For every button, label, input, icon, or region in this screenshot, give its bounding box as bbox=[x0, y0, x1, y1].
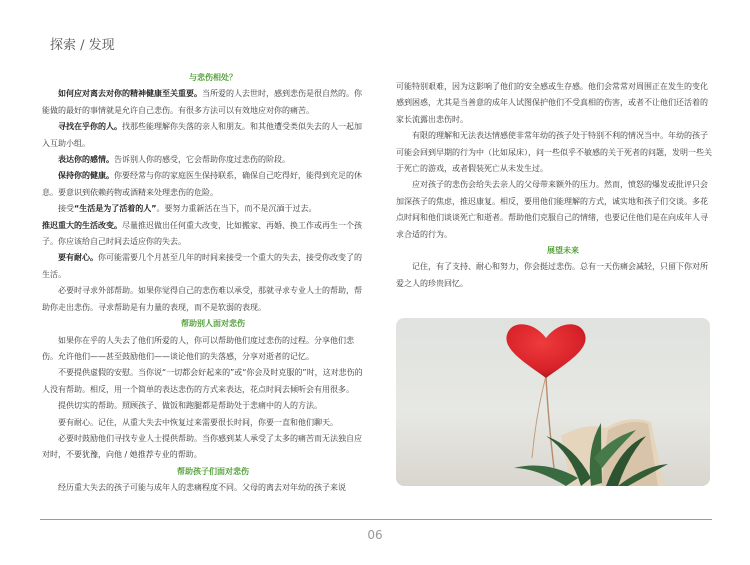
left-column bbox=[42, 70, 368, 497]
bold-lead: 如何应对离去对你的精神健康至关重要。 bbox=[58, 89, 202, 99]
paragraph-health bbox=[42, 168, 368, 201]
paragraph-no-false-comfort: 不要提供虚假的安慰。当你说“一切都会好起来的”或“你会及时克服的”时，这对悲伤的人没有帮助。相反，用一个简单的表达悲伤的方式来表达，花点时间去倾听会有用很多。 bbox=[42, 368, 363, 394]
paragraph-remember: 记住，有了支持、耐心和努力，你会挺过悲伤。总有一天伤痛会减轻，只留下你对所爱之人的珍贵回忆。 bbox=[396, 262, 708, 288]
paragraph-find-support bbox=[42, 119, 368, 152]
bold-lead: 寻找在乎你的人。 bbox=[58, 122, 122, 132]
section-title-coping: 与悲伤相处？ bbox=[189, 73, 237, 82]
bold-lead: 推迟重大的生活改变。 bbox=[42, 220, 122, 230]
paragraph-express bbox=[42, 152, 368, 168]
bold-lead: 要有耐心。 bbox=[58, 253, 98, 263]
bold-lead: 表达你的感情。 bbox=[58, 155, 114, 165]
paragraph-patience bbox=[42, 250, 368, 283]
paragraph-parent-pressure: 应对孩子的悲伤会给失去亲人的父母带来额外的压力。然而，愤怒的爆发或批评只会加深孩子的焦虑，推迟康复。相反，要用他们能理解的方式，诚实地和孩子们交谈。多花点时间和他们谈谈死亡和逝者。帮助他们克服自己的情绪，也要记住他们是在向成年人寻求合适的行为。 bbox=[396, 180, 708, 239]
page-number: 06 bbox=[367, 528, 383, 542]
paragraph-children-cont: 可能特别艰难，因为这影响了他们的安全感或生存感。他们会常常对周围正在发生的变化感到困惑，尤其是当善意的成年人试图保护他们不受真相的伤害，或者不让他们还活着的家长流露出悲伤时。 bbox=[396, 82, 708, 124]
bold-lead: 保持你的健康。 bbox=[58, 171, 114, 181]
paragraph-text: 当所爱的人去世时，感到悲伤是很自然的。你能做的最好的事情就是允许自己悲伤。有很多方法可以有效地应对你的痛苦。 bbox=[42, 89, 362, 115]
paragraph-text: 。要努力重新活在当下，而不是沉湎于过去。 bbox=[156, 204, 317, 214]
paragraph-postpone bbox=[42, 218, 368, 251]
paragraph-share: 如果你在乎的人失去了他们所爱的人，你可以帮助他们度过悲伤的过程。分享他们悲伤。允许他们——甚至鼓励他们——谈论他们的失落感，分享对逝者的记忆。 bbox=[42, 335, 354, 361]
paragraph-text: 告诉别人你的感受，它会帮助你度过悲伤的阶段。 bbox=[114, 155, 290, 165]
section-title-helping-others: 帮助别人面对悲伤 bbox=[181, 319, 245, 329]
bold-lead: “生活是为了活着的人” bbox=[74, 204, 157, 214]
paragraph-intro bbox=[42, 86, 368, 119]
paragraph-text: 尽量推迟做出任何重大改变，比如搬家、再婚、换工作或再生一个孩子。你应该给自己时间去适应你的失去。 bbox=[42, 220, 362, 247]
paragraph-text: 接受 bbox=[58, 204, 74, 214]
section-title-looking-ahead: 展望未来 bbox=[547, 246, 579, 256]
heart-shape bbox=[506, 324, 585, 378]
paragraph-children-intro: 经历重大失去的孩子可能与成年人的悲痛程度不同。父母的离去对年幼的孩子来说 bbox=[58, 483, 346, 493]
paragraph-text: 你可能需要几个月甚至几年的时间来接受一个重大的失去，接受你改变了的生活。 bbox=[42, 253, 362, 279]
paragraph-accept bbox=[42, 201, 368, 217]
section-header: 探索 / 发现 bbox=[50, 38, 115, 53]
footer-divider bbox=[40, 519, 712, 520]
red-heart-plant-photo bbox=[396, 318, 710, 486]
paragraph-practical-help: 提供切实的帮助。照顾孩子、做饭和跑腿都是帮助处于悲痛中的人的方法。 bbox=[58, 401, 322, 411]
section-title-children: 帮助孩子们面对悲伤 bbox=[177, 466, 249, 476]
paragraph-text: 你要经常与你的家庭医生保持联系，确保自己吃得好，能得到充足的休息。要意识到依赖药物或酒精来处理悲伤的危险。 bbox=[42, 171, 362, 197]
paragraph-text: 找那些能理解你失落的亲人和朋友。和其他遭受类似失去的人一起加入互助小组。 bbox=[42, 122, 362, 148]
paragraph-seek-help: 必要时寻求外部帮助。如果你觉得自己的悲伤难以承受，那就寻求专业人士的帮助，帮助你走出悲伤。寻求帮助是有力量的表现，而不是软弱的表现。 bbox=[42, 286, 362, 312]
paragraph-be-patient: 要有耐心。记住，从重大失去中恢复过来需要很长时间，你要一直和他们聊天。 bbox=[58, 417, 338, 427]
paragraph-limited-understanding: 有限的理解和无法表达情感使非常年幼的孩子处于特别不利的情况当中。年幼的孩子可能会回到早期的行为中（比如尿床），问一些似乎不敏感的关于死者的问题，发明一些关于死亡的游戏，或者假装死亡从未发生过。 bbox=[396, 131, 712, 174]
paragraph-professional: 必要时鼓励他们寻找专业人士提供帮助。当你感到某人承受了太多的痛苦而无法独自应对时，不要犹豫，向他 / 她推荐专业的帮助。 bbox=[42, 433, 362, 460]
right-column bbox=[396, 79, 714, 292]
